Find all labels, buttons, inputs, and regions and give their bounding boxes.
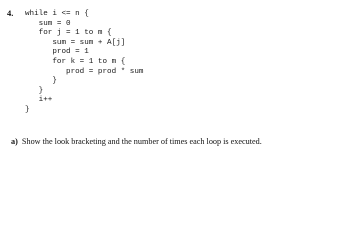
code-line-close-while: } — [25, 105, 30, 114]
part-a-text: Show the look bracketing and the number of times each loop is executed. — [21, 137, 262, 146]
code-line-close-for-k: } — [25, 77, 57, 86]
code-line-prod-update: prod = prod * sum — [25, 67, 144, 76]
question-part-a — [11, 137, 262, 146]
code-line-sum-update: sum = sum + A[j] — [25, 38, 126, 47]
code-line-increment: i++ — [25, 96, 53, 105]
code-line-for-j: for j = 1 to m { — [25, 29, 112, 38]
question-number: 4. — [7, 8, 14, 18]
part-a-label: a) — [11, 137, 18, 146]
code-line-for-k: for k = 1 to m { — [25, 57, 126, 66]
code-line-close-for-j: } — [25, 86, 44, 95]
code-line-prod-init: prod = 1 — [25, 48, 89, 57]
code-line-while: while i <= n { — [25, 10, 89, 18]
pseudocode-block — [25, 10, 325, 116]
code-line-sum-init: sum = 0 — [25, 19, 71, 28]
